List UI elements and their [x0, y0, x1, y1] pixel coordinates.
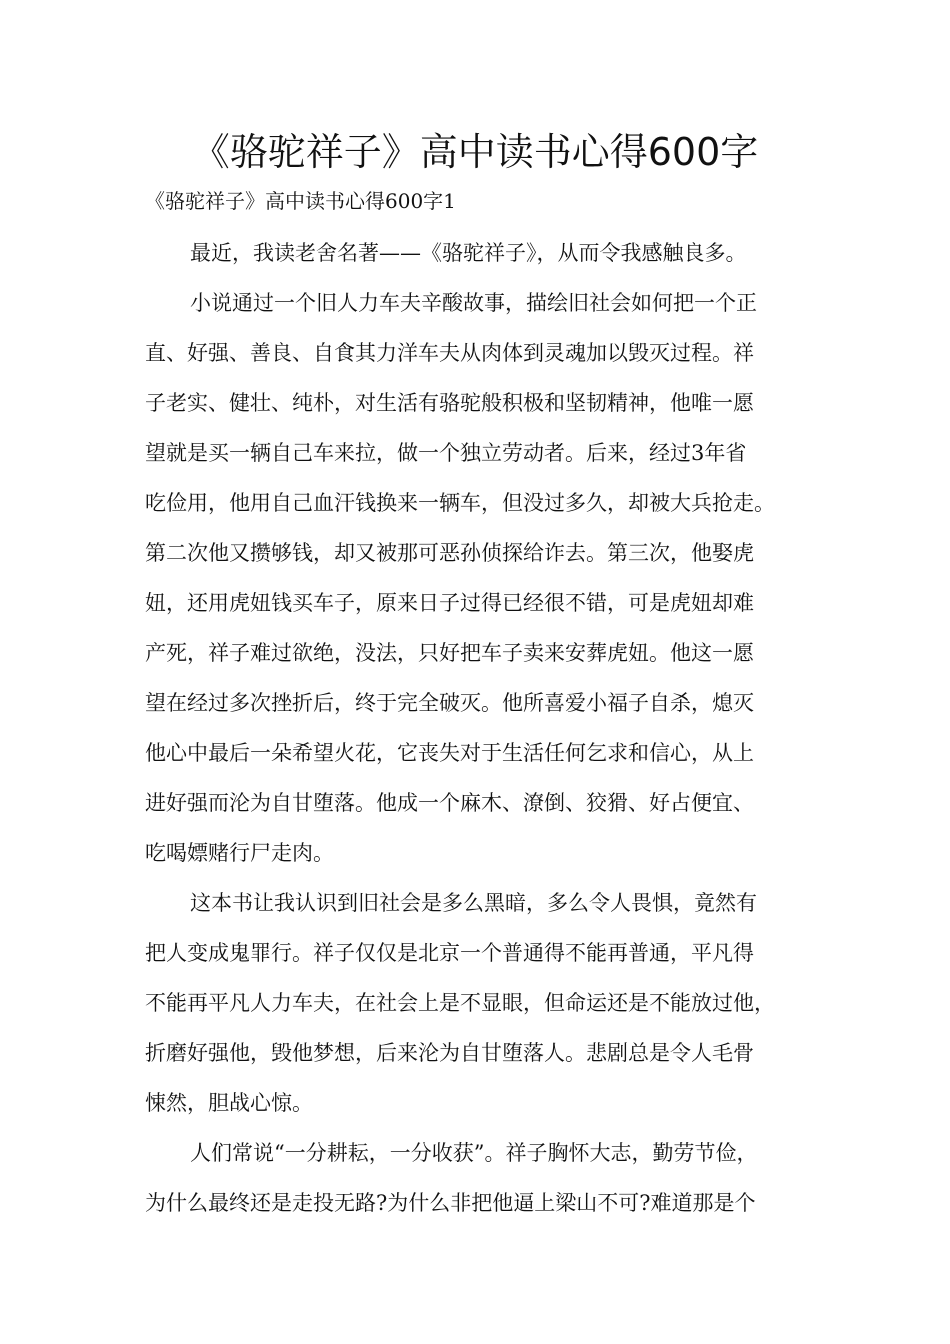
document-subtitle: 《骆驼祥子》高中读书心得600字1	[145, 189, 456, 213]
paragraph-line: 折磨好强他，毁他梦想，后来沦为自甘堕落人。悲剧总是令人毛骨	[145, 1041, 754, 1065]
paragraph-line: 把人变成鬼罪行。祥子仅仅是北京一个普通得不能再普通，平凡得	[145, 941, 754, 965]
paragraph-line: 不能再平凡人力车夫，在社会上是不显眼，但命运还是不能放过他，	[145, 991, 775, 1015]
paragraph-line: 吃俭用，他用自己血汗钱换来一辆车，但没过多久，却被大兵抢走。	[145, 491, 775, 515]
paragraph-line: 最近，我读老舍名著——《骆驼祥子》，从而令我感触良多。	[190, 241, 747, 265]
paragraph-line: 产死，祥子难过欲绝，没法，只好把车子卖来安葬虎妞。他这一愿	[145, 641, 754, 665]
paragraph-line: 子老实、健壮、纯朴，对生活有骆驼般积极和坚韧精神，他唯一愿	[145, 391, 754, 415]
paragraph-line: 为什么最终还是走投无路?为什么非把他逼上梁山不可?难道那是个	[145, 1191, 756, 1215]
paragraph-line: 第二次他又攒够钱，却又被那可恶孙侦探给诈去。第三次，他娶虎	[145, 541, 754, 565]
paragraph-line: 直、好强、善良、自食其力洋车夫从肉体到灵魂加以毁灭过程。祥	[145, 341, 754, 365]
document-title: 《骆驼祥子》高中读书心得600字	[191, 130, 759, 174]
paragraph-line: 小说通过一个旧人力车夫辛酸故事，描绘旧社会如何把一个正	[190, 291, 757, 315]
paragraph-line: 悚然，胆战心惊。	[145, 1091, 313, 1115]
paragraph-line: 他心中最后一朵希望火花，它丧失对于生活任何乞求和信心，从上	[145, 741, 754, 765]
paragraph-line: 妞，还用虎妞钱买车子，原来日子过得已经很不错，可是虎妞却难	[145, 591, 754, 615]
paragraph-line: 人们常说“一分耕耘，一分收获”。祥子胸怀大志，勤劳节俭，	[190, 1141, 758, 1165]
paragraph-line: 望就是买一辆自己车来拉，做一个独立劳动者。后来，经过3年省	[145, 441, 747, 465]
paragraph-line: 这本书让我认识到旧社会是多么黑暗，多么令人畏惧，竟然有	[190, 891, 757, 915]
paragraph-line: 望在经过多次挫折后，终于完全破灭。他所喜爱小福子自杀，熄灭	[145, 691, 754, 715]
paragraph-line: 进好强而沦为自甘堕落。他成一个麻木、潦倒、狡猾、好占便宜、	[145, 791, 754, 815]
paragraph-line: 吃喝嫖赌行尸走肉。	[145, 841, 334, 865]
